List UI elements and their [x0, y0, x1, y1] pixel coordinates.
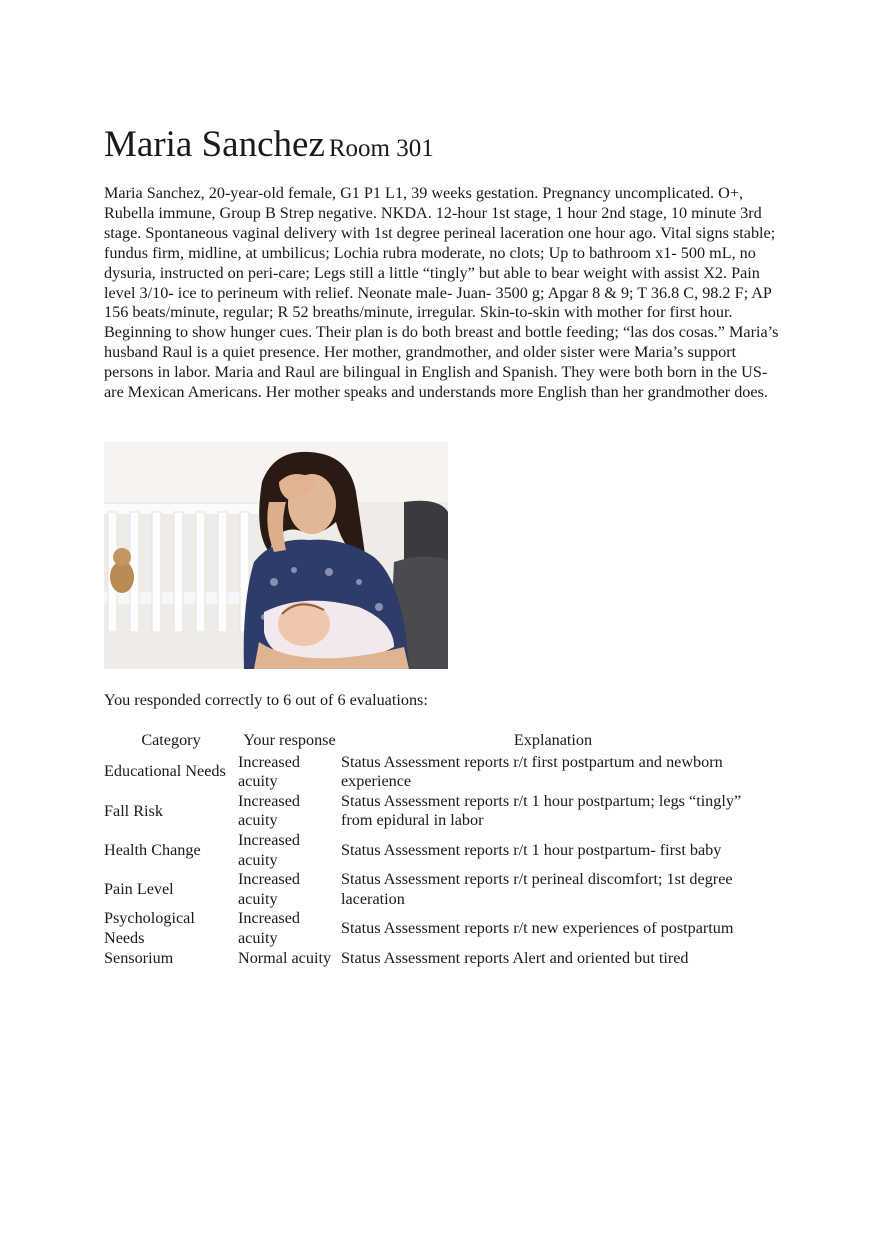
row-response: Increased acuity [238, 870, 301, 908]
row-response: Increased acuity [238, 909, 301, 947]
table-row [104, 870, 765, 909]
header-explanation: Explanation [513, 731, 593, 749]
row-explanation: Status Assessment reports r/t 1 hour postpartum; legs “tingly” from epidural in labor [341, 791, 742, 830]
row-category: Pain Level [104, 879, 174, 898]
header-category: Category [141, 731, 201, 749]
row-explanation: Status Assessment reports r/t perineal discomfort; 1st degree laceration [341, 870, 733, 908]
row-explanation: Status Assessment reports r/t 1 hour postpartum- first baby [341, 840, 722, 859]
row-explanation: Status Assessment reports r/t first postpartum and newborn experience [341, 752, 723, 791]
row-category: Fall Risk [104, 801, 163, 820]
row-explanation: Status Assessment reports Alert and oriented but tired [341, 948, 689, 967]
row-response: Increased acuity [238, 830, 301, 869]
row-category: Educational Needs [104, 762, 226, 781]
row-explanation: Status Assessment reports r/t new experiences of postpartum [341, 919, 734, 938]
row-category: Sensorium [104, 948, 174, 967]
table-header-row [104, 731, 765, 753]
mother-with-newborn-photo [104, 442, 448, 669]
row-response: Increased acuity [238, 791, 301, 830]
row-response: Normal acuity [238, 948, 332, 967]
row-category: Health Change [104, 840, 201, 859]
patient-summary: Maria Sanchez, 20-year-old female, G1 P1 L1, 39 weeks gestation. Pregnancy uncomplicated. O+, Rubella immune, Group B Strep negative. NKDA. 12-hour 1st stage, 1 hour 2nd stage, 10 minute 3rd stage. Spontaneous vaginal delivery with 1st degree perineal laceration one hour ago. Vital signs stable; fundus firm, midline, at umbilicus; Lochia rubra moderate, no clots; Up to bathroom x1- 500 mL, no dysuria, instructed on peri-care; Legs still a little “tingly” but able to bear weight with assist X2. Pain level 3/10- ice to perineum with relief. Neonate male- Juan- 3500 g; Apgar 8 & 9; T 36.8 C, 98.2 F; AP 156 beats/minute, regular; R 52 breaths/minute, irregular. Skin-to-skin with mother for first hour. Beginning to show hunger cues. Their plan is do both breast and bottle feeding; “las dos cosas.” Maria’s husband Raul is a quiet presence. Her mother, grandmother, and older sister were Maria’s support persons in labor. Maria and Raul are bilingual in English and Spanish. They were both born in the US- are Mexican Americans. Her mother speaks and understands more English than her grandmother does. [104, 184, 779, 402]
evaluation-result: You responded correctly to 6 out of 6 evaluations: [104, 691, 428, 709]
patient-name: Maria Sanchez [104, 124, 325, 165]
table-row [104, 753, 765, 792]
room-number: Room 301 [328, 135, 434, 162]
table-row [104, 792, 765, 831]
header-response: Your response [243, 731, 336, 749]
page-title [104, 126, 434, 163]
table-row [104, 949, 765, 969]
mother-with-newborn-illustration [104, 442, 448, 669]
row-response: Increased acuity [238, 752, 301, 791]
table-row [104, 909, 765, 948]
evaluation-table [104, 731, 765, 968]
table-row [104, 831, 765, 870]
row-category: Psychological Needs [104, 909, 195, 947]
